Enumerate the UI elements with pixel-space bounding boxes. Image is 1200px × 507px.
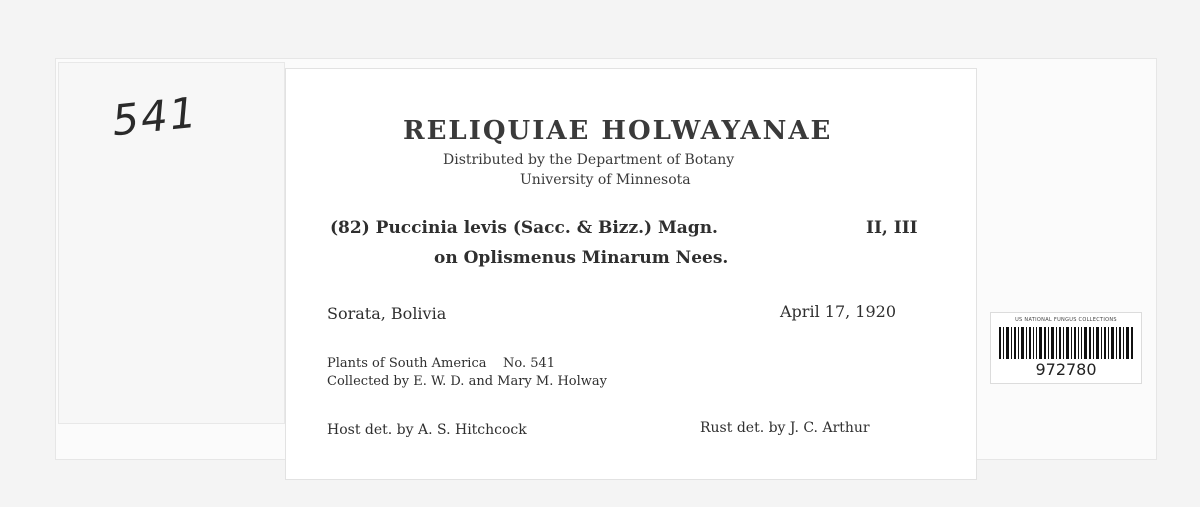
collectors: Collected by E. W. D. and Mary M. Holway [327, 374, 608, 389]
label-university: University of Minnesota [520, 172, 691, 188]
collection-date: April 17, 1920 [780, 302, 897, 321]
rust-determiner: Rust det. by J. C. Arthur [700, 420, 870, 436]
spore-stages: II, III [866, 218, 918, 238]
species-name: (82) Puccinia levis (Sacc. & Bizz.) Magn. [330, 218, 718, 238]
label-title: RELIQUIAE HOLWAYANAE [403, 116, 833, 146]
handwritten-number: 541 [109, 87, 201, 146]
series-number: Plants of South America No. 541 [327, 356, 556, 371]
barcode-number: 972780 [1035, 360, 1097, 379]
barcode-label [990, 312, 1142, 384]
barcode-icon [999, 327, 1133, 359]
locality: Sorata, Bolivia [327, 304, 447, 323]
label-distributor: Distributed by the Department of Botany [443, 152, 735, 168]
host-plant: on Oplismenus Minarum Nees. [434, 248, 729, 268]
barcode-caption: US NATIONAL FUNGUS COLLECTIONS [1015, 317, 1117, 323]
host-determiner: Host det. by A. S. Hitchcock [327, 422, 527, 438]
